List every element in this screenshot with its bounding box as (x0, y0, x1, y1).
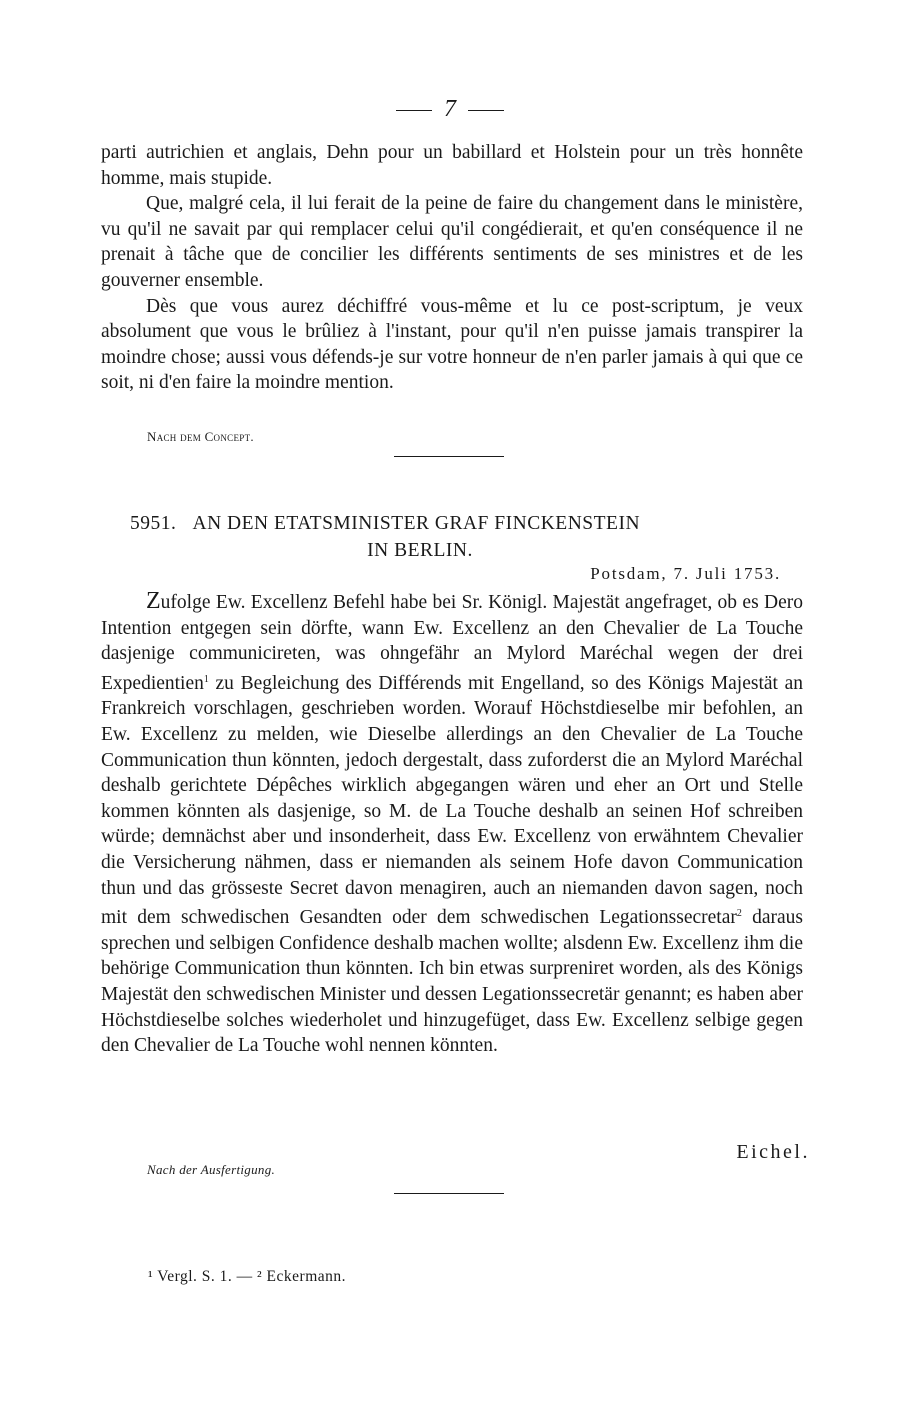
section-divider-2 (394, 1193, 504, 1194)
paragraph-1: parti autrichien et anglais, Dehn pour un babillard et Holstein pour un très honnête homme, mais stupide. (101, 142, 803, 189)
letter-body-part-b: zu Begleichung des Différends mit Engelland, so des Königs Majestät an Frankreich vorschlagen, geschrieben worden. Worauf Höchstdieselbe mir befohlen, an Ew. Excellenz zu melden, wie Dieselbe allerdings an den Chevalier de La Touche Communication thun könnten, jedoch dergestalt, dass zuforderst die an Mylord Maréchal deshalb gerichtete Dépêches wirklich abgegangen wären und eher an Ort und Stelle kommen könnten als dasjenige, so M. de La Touche deshalb an seinen Hof schreiben würde; demnächst aber und insonderheit, dass Ew. Excellenz von erwähntem Chevalier die Versicherung nähmen, dass er niemanden als seinem Hofe davon Communication thun und das grösseste Secret davon menagiren, auch an niemanden davon sagen, noch mit dem schwedischen Gesandten oder dem schwedischen Legationssecretar (101, 672, 803, 929)
letter-addressee: AN DEN ETATSMINISTER GRAF FINCKENSTEIN (192, 513, 641, 534)
letter-body-part-a: ufolge Ew. Excellenz Befehl habe bei Sr. Königl. Majestät angefraget, ob es Dero Intention entgegen sein dörfte, wann Ew. Excellenz an den Chevalier de La Touche dasjenige communicireten, was ohngefähr an Mylord Maréchal wegen der drei Expedientien (101, 592, 803, 694)
dateline: Potsdam, 7. Juli 1753. (590, 564, 781, 583)
letter-heading (130, 510, 810, 564)
letter-heading-line2: IN BERLIN. (367, 540, 473, 561)
letter-body (101, 589, 803, 1059)
letter-heading-line1 (130, 510, 810, 537)
letter-body-paragraph (101, 589, 803, 1059)
paragraph-3: Dès que vous aurez déchiffré vous-même et lu ce post-scriptum, je veux absolument que vous le brûliez à l'instant, pour qu'il n'en puisse jamais transpirer la moindre chose; aussi vous défends-je sur votre honneur de n'en parler jamais à qui que ce soit, ni d'en faire la moindre mention. (101, 295, 803, 394)
footnote-marker-1: 1 (203, 673, 209, 685)
letter-continuation (101, 140, 803, 396)
initial-letter: Z (146, 588, 161, 614)
section-divider-1 (394, 456, 504, 457)
page-number-dash-left (396, 110, 432, 111)
paragraph-2: Que, malgré cela, il lui ferait de la peine de faire du changement dans le ministère, vu qu'il ne savait par qui remplacer celui qu'il congédierait, et qu'en conséquence il ne prenait à tâche que de concilier les différents sentiments de ses ministres et de les gouverner ensemble. (101, 193, 803, 291)
letter-body-part-c: daraus sprechen und selbigen Confidence deshalb machen wollte; alsdenn Ew. Excellenz ihm die behörige Communication thun könnten. Ich bin etwas surpreniret worden, als des Königs Majestät den schwedischen Minister und dessen Legationssecretär genannt; es haben aber Höchstdieselbe solches wiederholet und hinzugefüget, dass Ew. Excellenz selbige gegen den Chevalier de La Touche wohl nennen könnten. (101, 907, 803, 1057)
source-note-concept: Nach dem Concept. (147, 429, 254, 444)
source-note-ausfertigung: Nach der Ausfertigung. (147, 1162, 276, 1177)
footnotes: ¹ Vergl. S. 1. — ² Eckermann. (148, 1268, 347, 1285)
footnote-marker-2: 2 (736, 908, 742, 920)
page-number (0, 94, 900, 124)
letter-number: 5951. (130, 513, 177, 534)
signature: Eichel. (736, 1141, 810, 1163)
page-number-value: 7 (444, 96, 456, 122)
page-number-dash-right (468, 110, 504, 111)
